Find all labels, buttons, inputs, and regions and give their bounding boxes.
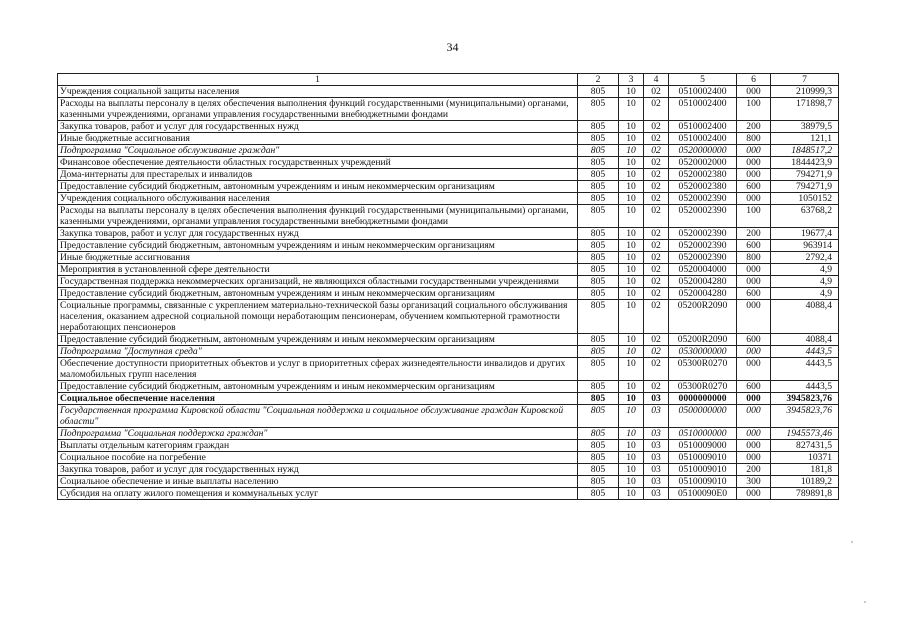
cell-subsection: 03 xyxy=(644,405,669,428)
cell-amount: 963914 xyxy=(771,240,839,252)
cell-expense-type: 000 xyxy=(737,346,771,358)
cell-section: 10 xyxy=(619,300,644,334)
cell-amount: 63768,2 xyxy=(771,205,839,228)
cell-name: Дома-интернаты для престарелых и инвалидов xyxy=(58,169,578,181)
cell-expense-type: 200 xyxy=(737,121,771,133)
cell-ministry: 805 xyxy=(578,300,619,334)
cell-ministry: 805 xyxy=(578,264,619,276)
cell-section: 10 xyxy=(619,393,644,405)
cell-expense-type: 600 xyxy=(737,181,771,193)
cell-expense-type: 100 xyxy=(737,205,771,228)
cell-target-article: 0510009010 xyxy=(669,464,737,476)
cell-expense-type: 600 xyxy=(737,240,771,252)
cell-amount: 1050152 xyxy=(771,193,839,205)
cell-amount: 210999,3 xyxy=(771,86,839,98)
cell-section: 10 xyxy=(619,358,644,381)
cell-target-article: 05100090Е0 xyxy=(669,488,737,500)
cell-expense-type: 000 xyxy=(737,193,771,205)
cell-ministry: 805 xyxy=(578,440,619,452)
cell-amount: 4088,4 xyxy=(771,334,839,346)
cell-amount: 19677,4 xyxy=(771,228,839,240)
cell-section: 10 xyxy=(619,264,644,276)
cell-expense-type: 000 xyxy=(737,276,771,288)
cell-name: Предоставление субсидий бюджетным, автономным учреждениям и иным некоммерческим организациям xyxy=(58,181,578,193)
cell-subsection: 02 xyxy=(644,121,669,133)
cell-section: 10 xyxy=(619,276,644,288)
cell-expense-type: 000 xyxy=(737,452,771,464)
table-row xyxy=(58,381,839,393)
cell-expense-type: 100 xyxy=(737,98,771,121)
cell-ministry: 805 xyxy=(578,452,619,464)
cell-section: 10 xyxy=(619,334,644,346)
cell-amount: 827431,5 xyxy=(771,440,839,452)
cell-name: Государственная поддержка некоммерческих организаций, не являющихся областными государственными учреждениями xyxy=(58,276,578,288)
cell-subsection: 03 xyxy=(644,393,669,405)
cell-subsection: 02 xyxy=(644,98,669,121)
cell-target-article: 0520004000 xyxy=(669,264,737,276)
cell-name: Расходы на выплаты персоналу в целях обеспечения выполнения функций государственными (муниципальными) органами, казенными учреждениями, органами управления государственными внебюджетными фондами xyxy=(58,98,578,121)
cell-section: 10 xyxy=(619,240,644,252)
cell-section: 10 xyxy=(619,488,644,500)
cell-target-article: 0510009000 xyxy=(669,440,737,452)
cell-ministry: 805 xyxy=(578,193,619,205)
cell-ministry: 805 xyxy=(578,98,619,121)
cell-section: 10 xyxy=(619,169,644,181)
table-row xyxy=(58,405,839,428)
cell-target-article: 05300R0270 xyxy=(669,358,737,381)
cell-expense-type: 800 xyxy=(737,133,771,145)
cell-section: 10 xyxy=(619,428,644,440)
cell-ministry: 805 xyxy=(578,288,619,300)
cell-name: Закупка товаров, работ и услуг для государственных нужд xyxy=(58,464,578,476)
cell-name: Расходы на выплаты персоналу в целях обеспечения выполнения функций государственными (муниципальными) органами, казенными учреждениями, органами управления государственными внебюджетными фондами xyxy=(58,205,578,228)
cell-target-article: 0520002390 xyxy=(669,252,737,264)
cell-subsection: 02 xyxy=(644,264,669,276)
cell-name: Финансовое обеспечение деятельности областных государственных учреждений xyxy=(58,157,578,169)
cell-ministry: 805 xyxy=(578,358,619,381)
cell-target-article: 0520002380 xyxy=(669,169,737,181)
cell-target-article: 0510002400 xyxy=(669,133,737,145)
cell-section: 10 xyxy=(619,252,644,264)
cell-name: Иные бюджетные ассигнования xyxy=(58,252,578,264)
cell-expense-type: 000 xyxy=(737,157,771,169)
cell-amount: 1848517,2 xyxy=(771,145,839,157)
header-cell-ministry: 2 xyxy=(578,74,619,86)
cell-ministry: 805 xyxy=(578,169,619,181)
cell-subsection: 02 xyxy=(644,240,669,252)
cell-ministry: 805 xyxy=(578,276,619,288)
table-row xyxy=(58,288,839,300)
cell-target-article: 0520002390 xyxy=(669,228,737,240)
cell-section: 10 xyxy=(619,405,644,428)
cell-target-article: 0520002000 xyxy=(669,157,737,169)
cell-section: 10 xyxy=(619,464,644,476)
cell-name: Социальное пособие на погребение xyxy=(58,452,578,464)
header-cell-subsection: 4 xyxy=(644,74,669,86)
cell-amount: 794271,9 xyxy=(771,169,839,181)
cell-expense-type: 600 xyxy=(737,288,771,300)
cell-expense-type: 000 xyxy=(737,358,771,381)
cell-amount: 4,9 xyxy=(771,288,839,300)
cell-amount: 121,1 xyxy=(771,133,839,145)
cell-target-article: 0510002400 xyxy=(669,98,737,121)
cell-target-article: 05300R0270 xyxy=(669,381,737,393)
cell-subsection: 02 xyxy=(644,205,669,228)
cell-section: 10 xyxy=(619,288,644,300)
cell-section: 10 xyxy=(619,145,644,157)
cell-target-article: 0520002390 xyxy=(669,205,737,228)
cell-ministry: 805 xyxy=(578,464,619,476)
cell-expense-type: 600 xyxy=(737,381,771,393)
cell-ministry: 805 xyxy=(578,240,619,252)
cell-target-article: 0520002390 xyxy=(669,240,737,252)
cell-expense-type: 200 xyxy=(737,464,771,476)
table-row xyxy=(58,181,839,193)
cell-expense-type: 000 xyxy=(737,169,771,181)
cell-ministry: 805 xyxy=(578,86,619,98)
cell-ministry: 805 xyxy=(578,488,619,500)
cell-amount: 4,9 xyxy=(771,264,839,276)
cell-amount: 789891,8 xyxy=(771,488,839,500)
cell-name: Закупка товаров, работ и услуг для государственных нужд xyxy=(58,121,578,133)
header-cell-target-article: 5 xyxy=(669,74,737,86)
cell-section: 10 xyxy=(619,181,644,193)
cell-target-article: 0520004280 xyxy=(669,276,737,288)
table-row xyxy=(58,393,839,405)
cell-ministry: 805 xyxy=(578,346,619,358)
cell-amount: 4443,5 xyxy=(771,346,839,358)
cell-name: Подпрограмма "Доступная среда" xyxy=(58,346,578,358)
cell-ministry: 805 xyxy=(578,252,619,264)
table-row xyxy=(58,488,839,500)
cell-expense-type: 300 xyxy=(737,476,771,488)
table-row xyxy=(58,452,839,464)
cell-section: 10 xyxy=(619,346,644,358)
table-row xyxy=(58,346,839,358)
cell-section: 10 xyxy=(619,205,644,228)
cell-target-article: 0520004280 xyxy=(669,288,737,300)
table-row xyxy=(58,252,839,264)
cell-subsection: 02 xyxy=(644,86,669,98)
cell-amount: 3945823,76 xyxy=(771,393,839,405)
cell-name: Подпрограмма "Социальная поддержка граждан" xyxy=(58,428,578,440)
table-row xyxy=(58,121,839,133)
cell-name: Предоставление субсидий бюджетным, автономным учреждениям и иным некоммерческим организациям xyxy=(58,288,578,300)
cell-amount: 4443,5 xyxy=(771,381,839,393)
cell-expense-type: 000 xyxy=(737,300,771,334)
cell-subsection: 02 xyxy=(644,169,669,181)
cell-name: Учреждения социальной защиты населения xyxy=(58,86,578,98)
cell-expense-type: 200 xyxy=(737,228,771,240)
cell-amount: 1945573,46 xyxy=(771,428,839,440)
cell-section: 10 xyxy=(619,133,644,145)
cell-name: Выплаты отдельным категориям граждан xyxy=(58,440,578,452)
cell-target-article: 0520000000 xyxy=(669,145,737,157)
cell-target-article: 0510000000 xyxy=(669,428,737,440)
cell-section: 10 xyxy=(619,440,644,452)
cell-subsection: 02 xyxy=(644,145,669,157)
cell-expense-type: 000 xyxy=(737,428,771,440)
cell-target-article: 0000000000 xyxy=(669,393,737,405)
table-row xyxy=(58,440,839,452)
table-row xyxy=(58,169,839,181)
cell-expense-type: 600 xyxy=(737,334,771,346)
cell-target-article: 05200R2090 xyxy=(669,300,737,334)
table-row xyxy=(58,428,839,440)
cell-ministry: 805 xyxy=(578,133,619,145)
page-number: 34 xyxy=(446,40,459,54)
cell-section: 10 xyxy=(619,381,644,393)
cell-target-article: 0500000000 xyxy=(669,405,737,428)
cell-expense-type: 800 xyxy=(737,252,771,264)
cell-name: Социальное обеспечение и иные выплаты населению xyxy=(58,476,578,488)
cell-target-article: 05200R2090 xyxy=(669,334,737,346)
cell-subsection: 02 xyxy=(644,276,669,288)
cell-target-article: 0510009010 xyxy=(669,452,737,464)
cell-subsection: 03 xyxy=(644,488,669,500)
cell-name: Обеспечение доступности приоритетных объектов и услуг в приоритетных сферах жизнедеятельности инвалидов и других маломобильных групп населения xyxy=(58,358,578,381)
cell-subsection: 02 xyxy=(644,358,669,381)
cell-amount: 38979,5 xyxy=(771,121,839,133)
table-row xyxy=(58,145,839,157)
table-row xyxy=(58,98,839,121)
cell-name: Учреждения социального обслуживания населения xyxy=(58,193,578,205)
cell-section: 10 xyxy=(619,121,644,133)
cell-expense-type: 000 xyxy=(737,86,771,98)
cell-subsection: 02 xyxy=(644,300,669,334)
cell-amount: 1844423,9 xyxy=(771,157,839,169)
cell-section: 10 xyxy=(619,228,644,240)
table-row xyxy=(58,157,839,169)
cell-amount: 2792,4 xyxy=(771,252,839,264)
cell-name: Социальное обеспечение населения xyxy=(58,393,578,405)
cell-name: Мероприятия в установленной сфере деятельности xyxy=(58,264,578,276)
cell-subsection: 02 xyxy=(644,252,669,264)
cell-amount: 171898,7 xyxy=(771,98,839,121)
cell-expense-type: 000 xyxy=(737,440,771,452)
cell-subsection: 02 xyxy=(644,288,669,300)
cell-amount: 794271,9 xyxy=(771,181,839,193)
cell-amount: 10189,2 xyxy=(771,476,839,488)
cell-expense-type: 000 xyxy=(737,145,771,157)
table-row xyxy=(58,476,839,488)
scan-speck xyxy=(851,541,853,543)
cell-subsection: 02 xyxy=(644,193,669,205)
cell-subsection: 02 xyxy=(644,381,669,393)
cell-section: 10 xyxy=(619,476,644,488)
cell-amount: 3945823,76 xyxy=(771,405,839,428)
cell-subsection: 03 xyxy=(644,464,669,476)
cell-section: 10 xyxy=(619,157,644,169)
table-row xyxy=(58,240,839,252)
cell-amount: 4088,4 xyxy=(771,300,839,334)
cell-ministry: 805 xyxy=(578,205,619,228)
table-row xyxy=(58,358,839,381)
table-row xyxy=(58,193,839,205)
cell-name: Предоставление субсидий бюджетным, автономным учреждениям и иным некоммерческим организациям xyxy=(58,334,578,346)
cell-ministry: 805 xyxy=(578,334,619,346)
cell-subsection: 03 xyxy=(644,452,669,464)
table-row xyxy=(58,264,839,276)
cell-name: Закупка товаров, работ и услуг для государственных нужд xyxy=(58,228,578,240)
table-row xyxy=(58,228,839,240)
header-row xyxy=(58,74,839,86)
cell-name: Государственная программа Кировской области "Социальная поддержка и социальное обслуживание граждан Кировской области" xyxy=(58,405,578,428)
cell-target-article: 0520002380 xyxy=(669,181,737,193)
cell-subsection: 03 xyxy=(644,476,669,488)
table-row xyxy=(58,334,839,346)
cell-section: 10 xyxy=(619,193,644,205)
header-cell-section: 3 xyxy=(619,74,644,86)
cell-name: Социальные программы, связанные с укреплением материально-технической базы организаций социального обслуживания населения, оказанием адресной социальной помощи неработающим пенсионерам, обучением компьютерной грамотности неработающих пенсионеров xyxy=(58,300,578,334)
cell-expense-type: 000 xyxy=(737,264,771,276)
cell-target-article: 0510002400 xyxy=(669,121,737,133)
cell-ministry: 805 xyxy=(578,393,619,405)
cell-target-article: 0510002400 xyxy=(669,86,737,98)
header-cell-name: 1 xyxy=(58,74,578,86)
cell-ministry: 805 xyxy=(578,145,619,157)
cell-name: Предоставление субсидий бюджетным, автономным учреждениям и иным некоммерческим организациям xyxy=(58,381,578,393)
cell-subsection: 02 xyxy=(644,334,669,346)
cell-ministry: 805 xyxy=(578,121,619,133)
header-cell-amount: 7 xyxy=(771,74,839,86)
cell-name: Предоставление субсидий бюджетным, автономным учреждениям и иным некоммерческим организациям xyxy=(58,240,578,252)
budget-table xyxy=(57,73,839,500)
table-row xyxy=(58,86,839,98)
cell-ministry: 805 xyxy=(578,428,619,440)
cell-subsection: 03 xyxy=(644,440,669,452)
header-cell-expense-type: 6 xyxy=(737,74,771,86)
cell-subsection: 02 xyxy=(644,157,669,169)
cell-ministry: 805 xyxy=(578,157,619,169)
cell-target-article: 0510009010 xyxy=(669,476,737,488)
cell-subsection: 03 xyxy=(644,428,669,440)
cell-subsection: 02 xyxy=(644,133,669,145)
cell-ministry: 805 xyxy=(578,381,619,393)
cell-amount: 4443,5 xyxy=(771,358,839,381)
cell-expense-type: 000 xyxy=(737,405,771,428)
table-row xyxy=(58,133,839,145)
cell-subsection: 02 xyxy=(644,181,669,193)
table-row xyxy=(58,205,839,228)
cell-target-article: 0520002390 xyxy=(669,193,737,205)
cell-section: 10 xyxy=(619,86,644,98)
cell-ministry: 805 xyxy=(578,405,619,428)
cell-expense-type: 000 xyxy=(737,488,771,500)
scan-speck xyxy=(864,601,866,603)
cell-name: Субсидия на оплату жилого помещения и коммунальных услуг xyxy=(58,488,578,500)
cell-ministry: 805 xyxy=(578,476,619,488)
cell-expense-type: 000 xyxy=(737,393,771,405)
cell-target-article: 0530000000 xyxy=(669,346,737,358)
cell-section: 10 xyxy=(619,452,644,464)
cell-name: Иные бюджетные ассигнования xyxy=(58,133,578,145)
cell-amount: 4,9 xyxy=(771,276,839,288)
table-row xyxy=(58,276,839,288)
table-row xyxy=(58,300,839,334)
cell-ministry: 805 xyxy=(578,228,619,240)
table-row xyxy=(58,464,839,476)
cell-amount: 181,8 xyxy=(771,464,839,476)
cell-subsection: 02 xyxy=(644,346,669,358)
cell-ministry: 805 xyxy=(578,181,619,193)
cell-section: 10 xyxy=(619,98,644,121)
cell-subsection: 02 xyxy=(644,228,669,240)
cell-name: Подпрограмма "Социальное обслуживание граждан" xyxy=(58,145,578,157)
cell-amount: 10371 xyxy=(771,452,839,464)
